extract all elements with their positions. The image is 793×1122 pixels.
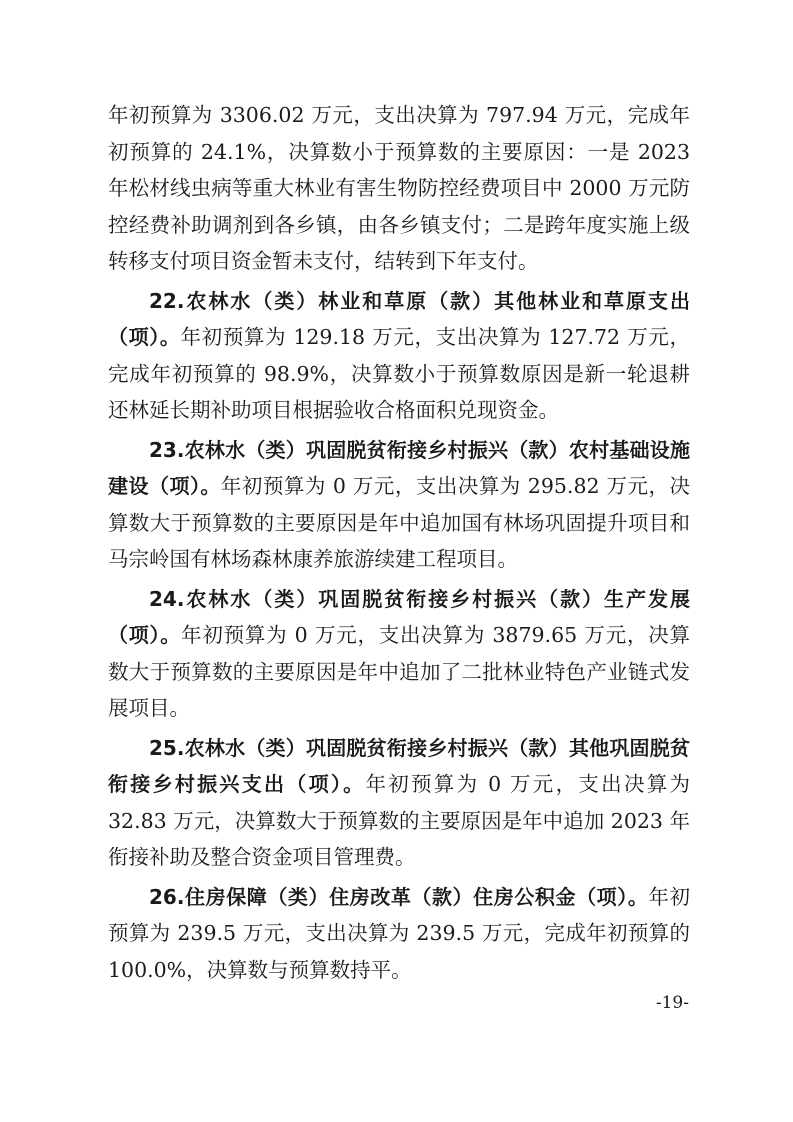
- document-body: [108, 97, 690, 991]
- paragraph-body: 年初预算为 0 万元，支出决算为 295.82 万元，决算数大于预算数的主要原因是年中追加国有林场巩固提升项目和马宗岭国有林场森林康养旅游续建工程项目。: [108, 474, 690, 571]
- paragraph-continuation: [108, 97, 690, 280]
- paragraph-body: 年初预算为 0 万元，支出决算为 32.83 万元，决算数大于预算数的主要原因是年中追加 2023 年衔接补助及整合资金项目管理费。: [108, 772, 691, 869]
- item-heading: 24.农林水（类）巩固脱贫衔接乡村振兴（款）生产发展（项）。: [108, 586, 690, 647]
- paragraph-item-23: [108, 432, 690, 578]
- paragraph-item-26: [108, 879, 690, 989]
- paragraph-item-22: [108, 283, 690, 429]
- paragraph-body: 年初预算为 0 万元，支出决算为 3879.65 万元，决算数大于预算数的主要原因是年中追加了二批林业特色产业链式发展项目。: [108, 623, 690, 720]
- item-heading: 22.农林水（类）林业和草原（款）其他林业和草原支出（项）。: [108, 288, 690, 349]
- page-number: -19-: [655, 993, 689, 1013]
- item-heading: 25.农林水（类）巩固脱贫衔接乡村振兴（款）其他巩固脱贫衔接乡村振兴支出（项）。: [108, 735, 690, 796]
- paragraph-body: 年初预算为 239.5 万元，支出决算为 239.5 万元，完成年初预算的 100.0%，决算数与预算数持平。: [108, 884, 691, 982]
- paragraph-body: 年初预算为 3306.02 万元，支出决算为 797.94 万元，完成年初预算的 24.1%，决算数小于预算数的主要原因：一是 2023 年松材线虫病等重大林业有害生物防控经费项目中 2000 万元防控经费补助调剂到各乡镇，由各乡镇支付；二是跨年度实施上级转移支付项目资金暂未支付，结转到下年支付。: [108, 103, 690, 273]
- item-heading: 26.住房保障（类）住房改革（款）住房公积金（项）。: [149, 884, 649, 909]
- item-heading: 23.农林水（类）巩固脱贫衔接乡村振兴（款）农村基础设施建设（项）。: [108, 437, 690, 498]
- paragraph-item-24: [108, 581, 690, 727]
- paragraph-item-25: [108, 730, 690, 876]
- paragraph-body: 年初预算为 129.18 万元，支出决算为 127.72 万元，完成年初预算的 98.9%，决算数小于预算数原因是新一轮退耕还林延长期补助项目根据验收合格面积兑现资金。: [108, 325, 691, 422]
